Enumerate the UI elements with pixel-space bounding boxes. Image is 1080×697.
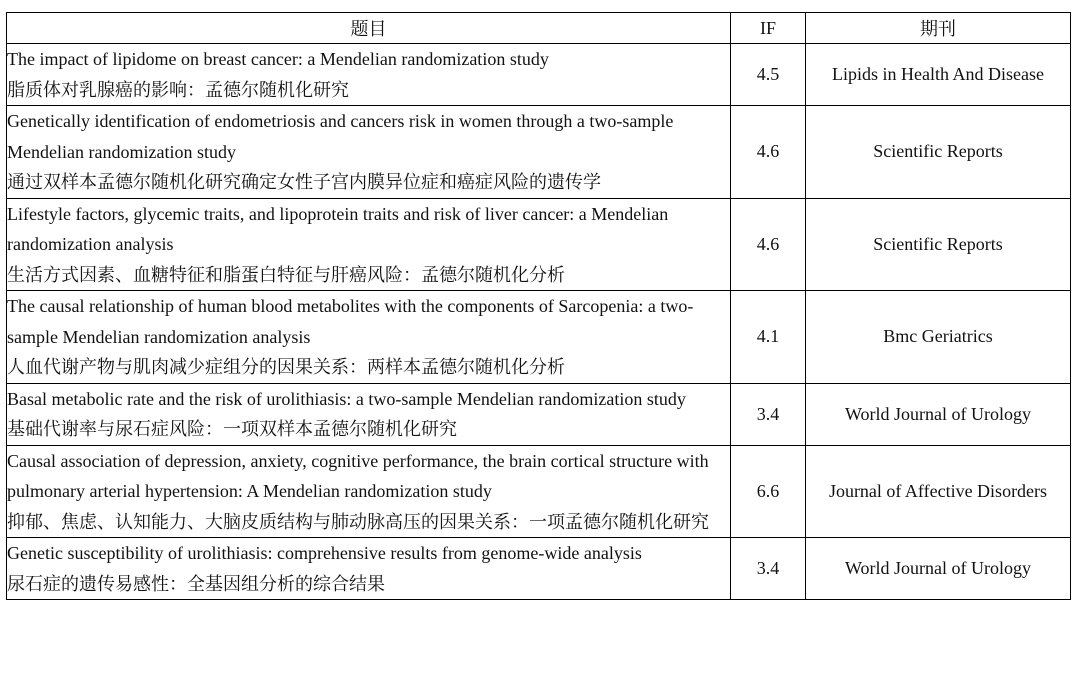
title-zh: 抑郁、焦虑、认知能力、大脑皮质结构与肺动脉高压的因果关系：一项孟德尔随机化研究 <box>7 511 709 532</box>
table-row <box>7 538 1071 600</box>
title-en: Lifestyle factors, glycemic traits, and lipoprotein traits and risk of liver cancer: a Mendelian randomization analysis <box>7 203 669 254</box>
header-journal: 期刊 <box>806 13 1071 44</box>
title-en: The impact of lipidome on breast cancer: a Mendelian randomization study <box>7 49 549 69</box>
title-cell <box>7 445 731 538</box>
journal-name: World Journal of Urology <box>806 538 1071 600</box>
title-zh: 人血代谢产物与肌肉减少症组分的因果关系：两样本孟德尔随机化分析 <box>7 357 565 377</box>
impact-factor: 6.6 <box>731 445 806 538</box>
table-row <box>7 445 1071 538</box>
header-title: 题目 <box>7 13 731 44</box>
impact-factor: 3.4 <box>731 538 806 600</box>
journal-name: Scientific Reports <box>806 106 1071 199</box>
title-en: Causal association of depression, anxiety, cognitive performance, the brain cortical structure with pulmonary arterial hypertension: A Mendelian randomization study <box>7 450 709 501</box>
table-body <box>7 44 1071 600</box>
title-cell <box>7 44 731 106</box>
journal-name: Lipids in Health And Disease <box>806 44 1071 106</box>
title-cell <box>7 106 731 199</box>
title-cell <box>7 291 731 384</box>
impact-factor: 4.1 <box>731 291 806 384</box>
title-zh: 脂质体对乳腺癌的影响：孟德尔随机化研究 <box>7 79 349 100</box>
title-en: Genetic susceptibility of urolithiasis: comprehensive results from genome-wide analysis <box>7 543 642 563</box>
literature-table <box>6 12 1071 600</box>
impact-factor: 4.5 <box>731 44 806 106</box>
title-cell <box>7 198 731 291</box>
journal-name: World Journal of Urology <box>806 383 1071 445</box>
title-cell <box>7 538 731 600</box>
journal-name: Scientific Reports <box>806 198 1071 291</box>
journal-name: Journal of Affective Disorders <box>806 445 1071 538</box>
impact-factor: 3.4 <box>731 383 806 445</box>
table-row <box>7 106 1071 199</box>
title-cell <box>7 383 731 445</box>
impact-factor: 4.6 <box>731 106 806 199</box>
table-row <box>7 383 1071 445</box>
table-row <box>7 291 1071 384</box>
header-row <box>7 13 1071 44</box>
header-if: IF <box>731 13 806 44</box>
impact-factor: 4.6 <box>731 198 806 291</box>
table-header <box>7 13 1071 44</box>
title-zh: 生活方式因素、血糖特征和脂蛋白特征与肝癌风险：孟德尔随机化分析 <box>7 264 565 285</box>
table-row <box>7 44 1071 106</box>
journal-name: Bmc Geriatrics <box>806 291 1071 384</box>
title-zh: 尿石症的遗传易感性：全基因组分析的综合结果 <box>7 573 385 594</box>
title-en: Basal metabolic rate and the risk of urolithiasis: a two-sample Mendelian randomization study <box>7 388 686 409</box>
title-en: Genetically identification of endometriosis and cancers risk in women through a two-sample Mendelian randomization study <box>7 111 674 162</box>
title-zh: 基础代谢率与尿石症风险：一项双样本孟德尔随机化研究 <box>7 419 457 439</box>
title-en: The causal relationship of human blood metabolites with the components of Sarcopenia: a two-sample Mendelian randomization analysis <box>7 296 694 347</box>
table-row <box>7 198 1071 291</box>
title-zh: 通过双样本孟德尔随机化研究确定女性子宫内膜异位症和癌症风险的遗传学 <box>7 172 601 192</box>
